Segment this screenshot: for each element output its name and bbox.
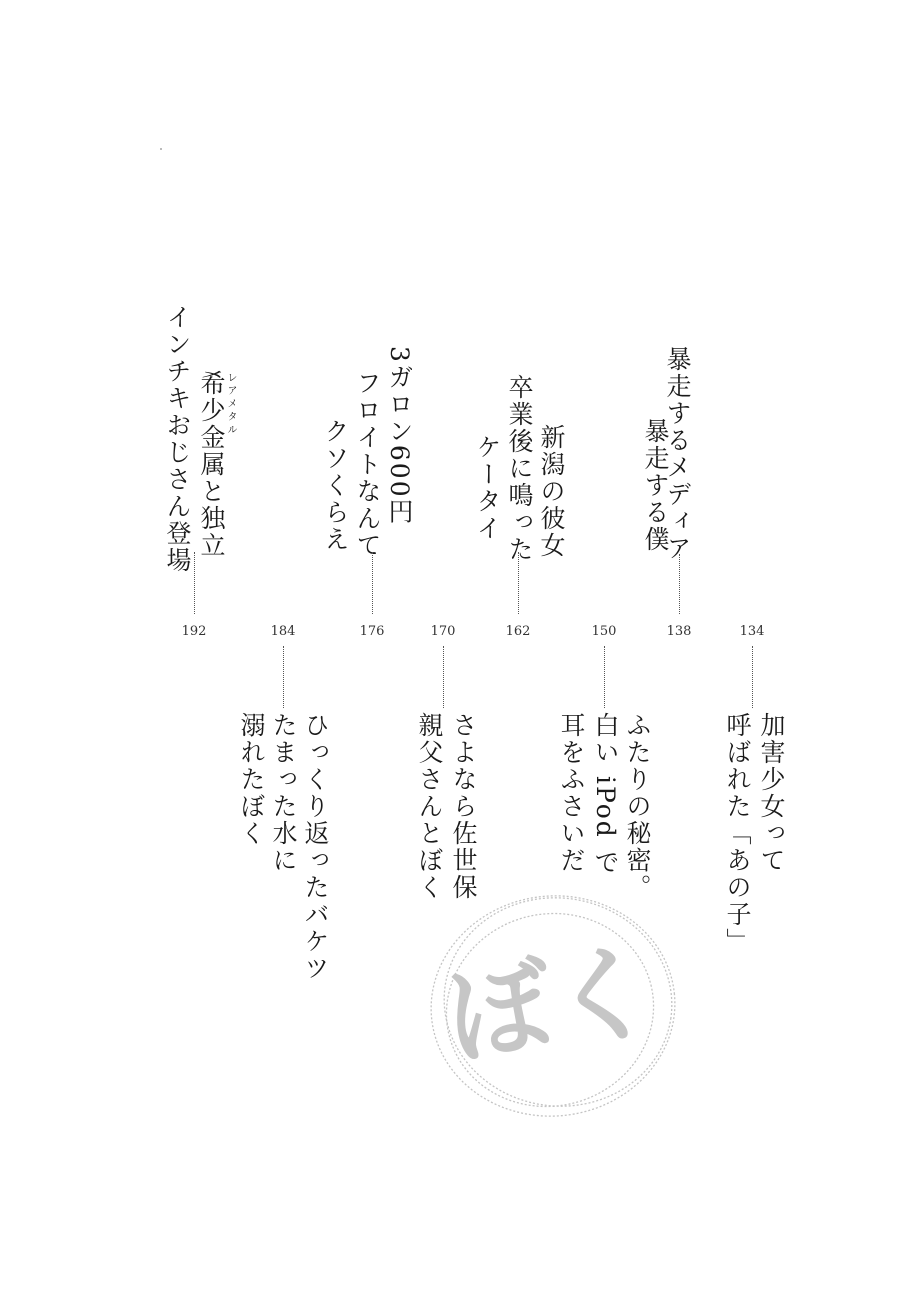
toc-entry-184-line-2: たまった水に	[269, 712, 298, 874]
page-number-184: 184	[270, 624, 296, 639]
toc-leader-162	[518, 552, 519, 614]
circle-stamp-icon	[420, 880, 690, 1130]
paper-speck	[160, 148, 162, 150]
page-number-176: 176	[359, 624, 385, 639]
toc-entry-134-line-1: 加害少女って	[757, 712, 786, 874]
toc-entry-162-line-1: 新潟の彼女	[537, 424, 566, 559]
page-number-170: 170	[430, 624, 456, 639]
toc-entry-192-line-2: インチキおじさん登場	[163, 304, 192, 574]
toc-leader-176	[372, 552, 373, 614]
toc-entry-134-line-2: 呼ばれた「あの子」	[723, 712, 752, 955]
toc-leader-150	[604, 646, 605, 708]
page-number-162: 162	[505, 624, 531, 639]
page-number-134: 134	[739, 624, 765, 639]
toc-entry-162-line-2: 卒業後に鳴った	[505, 374, 534, 563]
toc-entry-170-line-2: 親父さんとぼく	[415, 712, 444, 901]
stamp-text: ぼく	[439, 929, 663, 1079]
toc-entry-138-line-2: 暴走する僕	[641, 418, 670, 553]
toc-leader-184	[283, 646, 284, 708]
toc-entry-176-line-1: 3ガロン600円	[385, 346, 414, 526]
toc-entry-192-line-1: 希少金属と独立	[197, 370, 226, 559]
toc-entry-150-line-2: 白い iPod で	[591, 712, 620, 876]
toc-entry-192-ruby: レアメタル	[225, 372, 236, 437]
toc-entry-176-line-2: フロイトなんて	[353, 370, 382, 559]
page-number-138: 138	[666, 624, 692, 639]
page-number-150: 150	[591, 624, 617, 639]
toc-entry-150-line-3: 耳をふさいだ	[557, 712, 586, 874]
toc-entry-162-line-3: ケータイ	[473, 434, 502, 542]
page-number-192: 192	[181, 624, 207, 639]
toc-entry-170-line-1: さよなら佐世保	[449, 712, 478, 901]
toc-leader-134	[752, 646, 753, 708]
toc-entry-176-line-3: クソくらえ	[321, 418, 350, 553]
toc-entry-184-line-3: 溺れたぼく	[237, 712, 266, 847]
toc-leader-170	[443, 646, 444, 708]
toc-leader-192	[194, 552, 195, 614]
toc-leader-138	[679, 554, 680, 614]
toc-entry-184-line-1: ひっくり返ったバケツ	[301, 712, 330, 982]
toc-entry-138-line-1: 暴走するメディア	[663, 346, 692, 562]
toc-entry-150-line-1: ふたりの秘密。	[623, 712, 652, 901]
